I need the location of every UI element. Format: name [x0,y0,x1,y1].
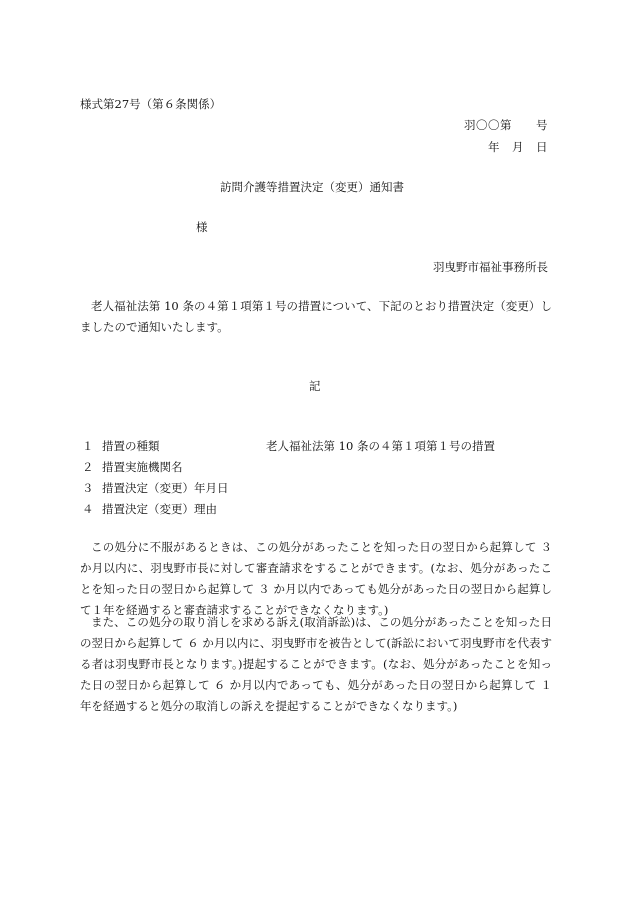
item-number: ４ [82,502,94,516]
item-number: ３ [82,481,94,495]
ki-heading: 記 [309,379,321,393]
list-item [82,478,229,499]
item-list [82,436,495,520]
item-label: 措置の種類 [102,439,160,453]
item-label: 措置実施機関名 [102,460,183,474]
list-item [82,499,229,520]
item-value: 老人福祉法第 10 条の４第１項第１号の措置 [266,439,495,453]
notice-title: 訪問介護等措置決定（変更）通知書 [220,180,404,194]
appeal-notice-paragraph: この処分に不服があるときは、この処分があったことを知った日の翌日から起算して ３か月以内に、羽曳野市長に対して審査請求をすることができます。(なお、処分があったことを知った日の翌日から起算して ３ か月以内であっても処分があった日の翌日から起算して１年を経過すると審査請求することができなくなります。) [80,540,552,617]
item-label: 措置決定（変更）年月日 [102,481,229,495]
lawsuit-notice-paragraph: また、この処分の取り消しを求める訴え(取消訴訟)は、この処分があったことを知った日の翌日から起算して ６ か月以内に、羽曳野市を被告として(訴訟において羽曳野市を代表する者は羽曳野市長となります。)提起することができます。(なお、処分があったことを知った日の翌日から起算して ６ か月以内であっても、処分があった日の翌日から起算して １ 年を経過すると処分の取消しの訴えを提起することができなくなります。) [80,615,552,713]
intro-paragraph: 老人福祉法第 10 条の４第１項第１号の措置について、下記のとおり措置決定（変更）しましたので通知いたします。 [80,299,552,334]
issuer-name: 羽曳野市福祉事務所長 [433,260,548,274]
list-item [82,436,495,457]
item-number: ２ [82,460,94,474]
form-number: 様式第27号（第６条関係） [80,97,222,111]
list-item [82,457,229,478]
addressee-honorific: 様 [196,220,208,234]
item-label: 措置決定（変更）理由 [102,502,217,516]
document-date: 年 月 日 [488,140,548,154]
document-number: 羽〇〇第 号 [464,118,548,132]
item-number: １ [82,439,94,453]
